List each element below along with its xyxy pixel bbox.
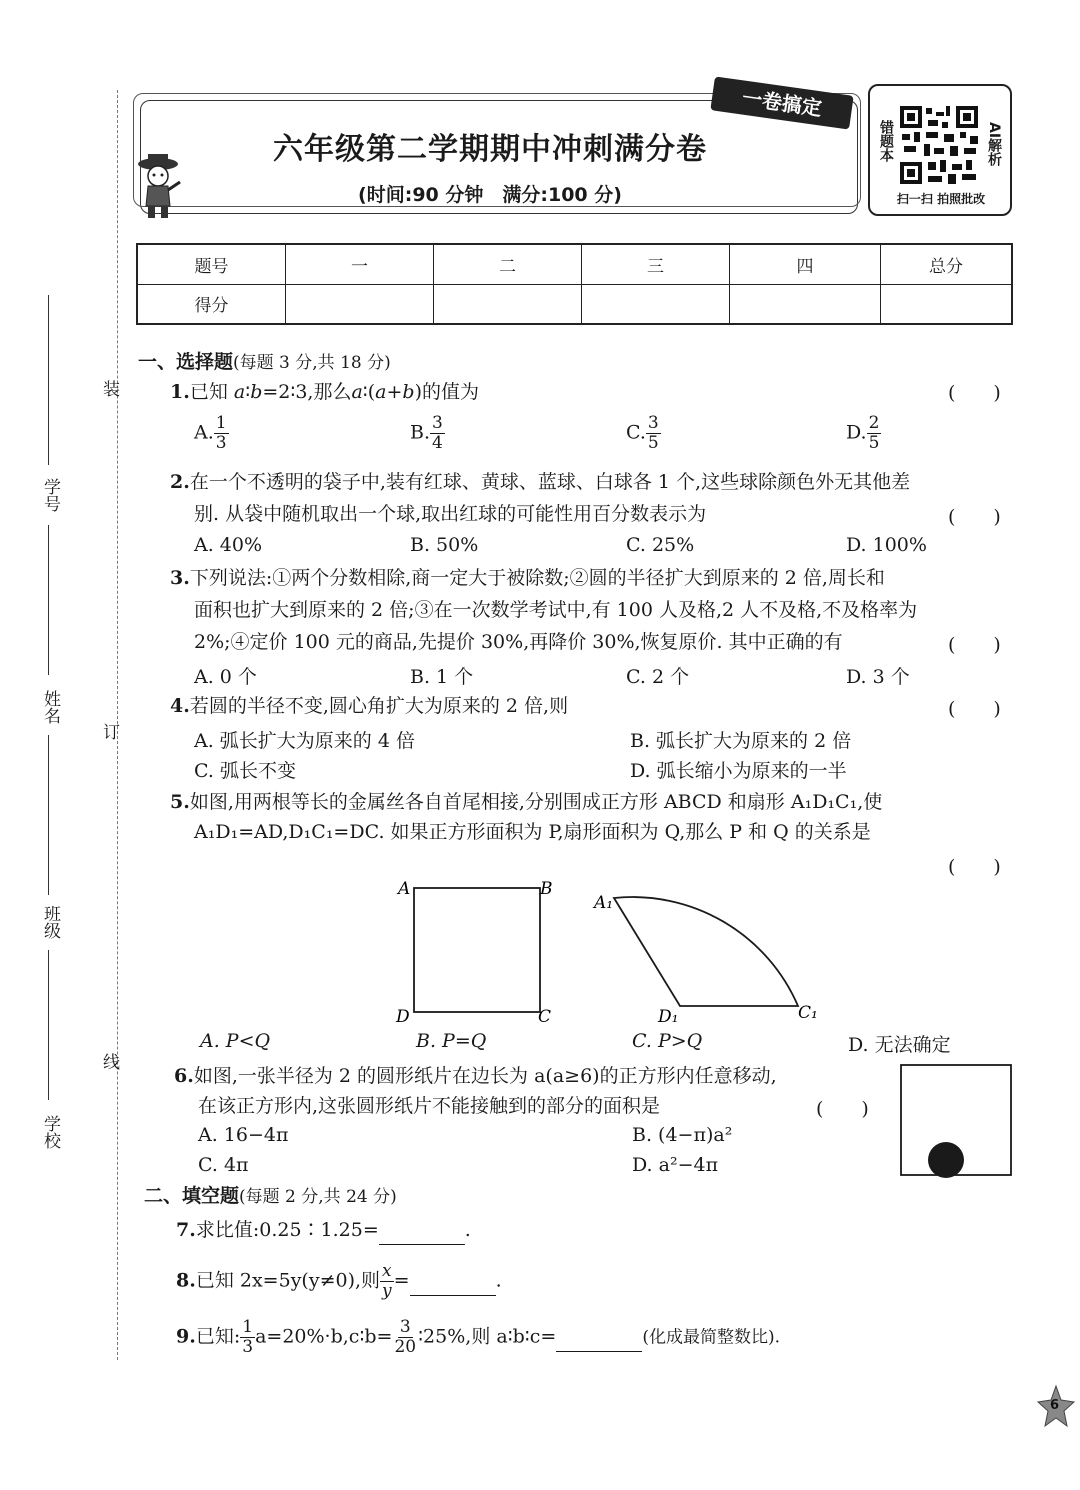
name-line xyxy=(48,525,49,675)
q1-text: ∶ xyxy=(245,381,251,403)
score-table-header-row xyxy=(137,244,1012,284)
q4-text: 若圆的半径不变,圆心角扩大为原来的 2 倍,则 xyxy=(189,695,569,717)
q9-number: 9. xyxy=(176,1325,196,1348)
section1-title: 一、选择题 xyxy=(138,351,234,373)
page-title: 六年级第二学期期中冲刺满分卷 xyxy=(273,132,707,167)
q6-stem xyxy=(174,1062,777,1090)
q2-stem xyxy=(170,468,910,496)
q9-text: (化成最简整数比). xyxy=(642,1327,780,1348)
score-table-score-row xyxy=(137,284,1012,324)
q5-stem xyxy=(170,788,882,816)
q5-figures xyxy=(380,870,840,1040)
q9-answer-blank[interactable] xyxy=(556,1323,642,1352)
q2-answer-paren[interactable]: ( ) xyxy=(948,506,1001,528)
q4-answer-paren[interactable]: ( ) xyxy=(948,698,1001,720)
q2-option-d[interactable]: D. 100% xyxy=(846,534,927,556)
frac-num: 3 xyxy=(647,413,659,433)
score-entry-cell[interactable] xyxy=(881,284,1013,324)
q1-var: b xyxy=(402,381,415,403)
q2-line: 在一个不透明的袋子中,装有红球、黄球、蓝球、白球各 1 个,这些球除颜色外无其他差 xyxy=(189,471,911,493)
school-label: 学校 xyxy=(40,1115,60,1149)
page-subtitle: (时间:90 分钟 满分:100 分) xyxy=(358,184,622,206)
qr-box xyxy=(868,84,1012,216)
q7-answer-blank[interactable] xyxy=(379,1216,465,1245)
q1-option-a[interactable] xyxy=(194,414,229,453)
option-label: C. xyxy=(626,421,646,444)
q5-option-c[interactable]: C. P>Q xyxy=(632,1030,703,1052)
q3-line2: 面积也扩大到原来的 2 倍;③在一次数学考试中,有 100 人及格,2 人不及格,不及格率为 xyxy=(194,599,918,621)
q2-number: 2. xyxy=(170,471,190,493)
q1-var: a xyxy=(375,381,387,403)
frac-den: 5 xyxy=(868,433,880,453)
q4-number: 4. xyxy=(170,695,190,717)
mascot-illustration xyxy=(136,152,184,222)
q5-line2: A₁D₁=AD,D₁C₁=DC. 如果正方形面积为 P,扇形面积为 Q,那么 P 和 Q 的关系是 xyxy=(194,821,871,843)
q3-option-c[interactable]: C. 2 个 xyxy=(626,666,690,688)
student-id-line xyxy=(48,295,49,465)
q5-number: 5. xyxy=(170,791,190,813)
q3-line: 下列说法:①两个分数相除,商一定大于被除数;②圆的半径扩大到原来的 2 倍,周长和 xyxy=(189,567,885,589)
name-label: 姓名 xyxy=(40,690,60,724)
q7-text: 求比值:0.25∶1.25= xyxy=(195,1219,379,1241)
q6-option-d[interactable]: D. a²−4π xyxy=(632,1154,719,1176)
q8-text: = xyxy=(393,1269,410,1292)
q2-option-b[interactable]: B. 50% xyxy=(410,534,479,556)
binding-mark-ding: 订 xyxy=(103,723,120,743)
vertex-label-d1: D₁ xyxy=(658,1007,679,1027)
section1-heading xyxy=(138,348,391,377)
score-entry-cell[interactable] xyxy=(286,284,434,324)
q5-option-b[interactable]: B. P=Q xyxy=(416,1030,487,1052)
qr-right-label: AI解析 xyxy=(986,122,1002,167)
q1-text: 已知 xyxy=(189,381,228,403)
vertex-label-b: B xyxy=(540,879,553,899)
q3-number: 3. xyxy=(170,567,190,589)
q8-end: . xyxy=(495,1269,502,1292)
q7-stem xyxy=(176,1216,471,1245)
q6-line2: 在该正方形内,这张圆形纸片不能接触到的部分的面积是 xyxy=(198,1095,661,1117)
q3-stem xyxy=(170,564,885,592)
q8-stem xyxy=(176,1262,502,1301)
score-entry-cell[interactable] xyxy=(582,284,730,324)
q4-option-a[interactable]: A. 弧长扩大为原来的 4 倍 xyxy=(194,730,415,752)
q5-answer-paren[interactable]: ( ) xyxy=(948,856,1001,878)
q9-text: ∶25%,则 a∶b∶c= xyxy=(418,1325,557,1348)
qr-left-label: 错题本 xyxy=(878,120,894,162)
frac-den: 3 xyxy=(242,1337,254,1357)
q8-number: 8. xyxy=(176,1269,196,1292)
frac-num: 1 xyxy=(215,413,227,433)
score-table-cell: 一 xyxy=(286,244,434,284)
vertex-label-a: A xyxy=(398,879,411,899)
sector-a1d1c1 xyxy=(614,897,798,1006)
q3-option-d[interactable]: D. 3 个 xyxy=(846,666,910,688)
page-number-star xyxy=(1036,1384,1076,1428)
q4-option-d[interactable]: D. 弧长缩小为原来的一半 xyxy=(630,760,847,782)
qr-bottom-label: 扫一扫 拍照批改 xyxy=(896,192,986,206)
q6-number: 6. xyxy=(174,1065,194,1087)
q5-option-d[interactable]: D. 无法确定 xyxy=(848,1034,951,1056)
section2-title: 二、填空题 xyxy=(144,1185,240,1207)
frac-den: 3 xyxy=(215,433,227,453)
q5-option-a[interactable]: A. P<Q xyxy=(200,1030,271,1052)
q2-option-a[interactable]: A. 40% xyxy=(194,534,263,556)
q1-number: 1. xyxy=(170,381,190,403)
q1-text: )的值为 xyxy=(414,381,479,403)
score-table-cell: 四 xyxy=(730,244,881,284)
q1-option-c[interactable] xyxy=(626,414,661,453)
score-entry-cell[interactable] xyxy=(434,284,582,324)
section2-note: (每题 2 分,共 24 分) xyxy=(239,1187,397,1207)
frac-num: 3 xyxy=(399,1317,411,1337)
q6-answer-paren[interactable]: ( ) xyxy=(816,1098,869,1120)
q1-text: + xyxy=(386,381,403,403)
section1-note: (每题 3 分,共 18 分) xyxy=(233,353,391,373)
q1-var: a xyxy=(233,381,246,403)
q4-option-c[interactable]: C. 弧长不变 xyxy=(194,760,296,782)
q9-text: a=20%·b,c∶b= xyxy=(255,1325,393,1348)
page-number: 6 xyxy=(1050,1398,1060,1413)
q7-number: 7. xyxy=(176,1219,196,1241)
q1-option-d[interactable] xyxy=(846,414,881,453)
q5-line: 如图,用两根等长的金属丝各自首尾相接,分别围成正方形 ABCD 和扇形 A₁D₁C₁,使 xyxy=(189,791,883,813)
option-label: D. xyxy=(846,421,867,444)
score-table xyxy=(136,243,1013,325)
score-table-cell: 题号 xyxy=(137,244,286,284)
q7-end: . xyxy=(464,1219,471,1241)
q6-option-c[interactable]: C. 4π xyxy=(198,1154,249,1176)
frac-num: 3 xyxy=(432,413,443,433)
q6-circle-disc xyxy=(928,1142,964,1178)
vertex-label-c1: C₁ xyxy=(798,1003,818,1023)
score-table-cell: 三 xyxy=(582,244,730,284)
qr-code-image xyxy=(898,104,980,186)
q1-var: a xyxy=(351,381,363,403)
q1-option-b[interactable] xyxy=(410,414,445,453)
frac-num: 1 xyxy=(242,1317,254,1337)
q1-stem xyxy=(170,378,479,406)
frac-den: y xyxy=(382,1281,392,1301)
q3-answer-paren[interactable]: ( ) xyxy=(948,634,1001,656)
q6-figure xyxy=(898,1062,1014,1178)
q3-line3: 2%;④定价 100 元的商品,先提价 30%,再降价 30%,恢复原价. 其中正确的有 xyxy=(194,631,843,653)
class-line xyxy=(48,735,49,895)
option-label: B. xyxy=(410,421,431,444)
q8-answer-blank[interactable] xyxy=(410,1267,496,1296)
q1-var: b xyxy=(250,381,263,403)
frac-num: x xyxy=(382,1261,392,1281)
q6-option-a[interactable]: A. 16−4π xyxy=(198,1124,289,1146)
q9-text: 已知: xyxy=(195,1325,241,1348)
q1-text: =2∶3,那么 xyxy=(262,381,352,403)
q8-text: 已知 2x=5y(y≠0),则 xyxy=(195,1269,381,1292)
q4-stem xyxy=(170,692,568,720)
score-entry-cell[interactable] xyxy=(730,284,881,324)
q6-option-b[interactable]: B. (4−π)a² xyxy=(632,1124,733,1146)
q9-stem xyxy=(176,1318,780,1357)
q4-option-b[interactable]: B. 弧长扩大为原来的 2 倍 xyxy=(630,730,852,752)
school-line xyxy=(48,950,49,1100)
q3-option-a[interactable]: A. 0 个 xyxy=(194,666,257,688)
binding-mark-zhuang: 装 xyxy=(103,380,120,400)
q3-option-b[interactable]: B. 1 个 xyxy=(410,666,474,688)
binding-mark-xian: 线 xyxy=(103,1053,120,1073)
q1-answer-paren[interactable]: ( ) xyxy=(948,382,1001,404)
vertex-label-d: D xyxy=(396,1007,410,1027)
frac-den: 4 xyxy=(432,433,443,453)
option-label: A. xyxy=(194,421,214,444)
frac-num: 2 xyxy=(868,413,880,433)
frac-den: 5 xyxy=(647,433,659,453)
square-abcd xyxy=(414,888,540,1012)
brand-banner: 一卷搞定 xyxy=(710,76,853,129)
section2-heading xyxy=(144,1182,397,1211)
class-label: 班级 xyxy=(40,905,60,939)
vertex-label-a1: A₁ xyxy=(594,893,614,913)
score-table-cell: 总分 xyxy=(881,244,1013,284)
vertex-label-c: C xyxy=(538,1007,552,1027)
score-table-cell: 二 xyxy=(434,244,582,284)
q1-text: ∶( xyxy=(362,381,376,403)
score-table-cell: 得分 xyxy=(137,284,286,324)
q2-line2: 别. 从袋中随机取出一个球,取出红球的可能性用百分数表示为 xyxy=(194,503,707,525)
student-id-label: 学号 xyxy=(40,478,60,512)
q2-option-c[interactable]: C. 25% xyxy=(626,534,695,556)
q6-line: 如图,一张半径为 2 的圆形纸片在边长为 a(a≥6)的正方形内任意移动, xyxy=(193,1065,777,1087)
frac-den: 20 xyxy=(394,1337,417,1357)
